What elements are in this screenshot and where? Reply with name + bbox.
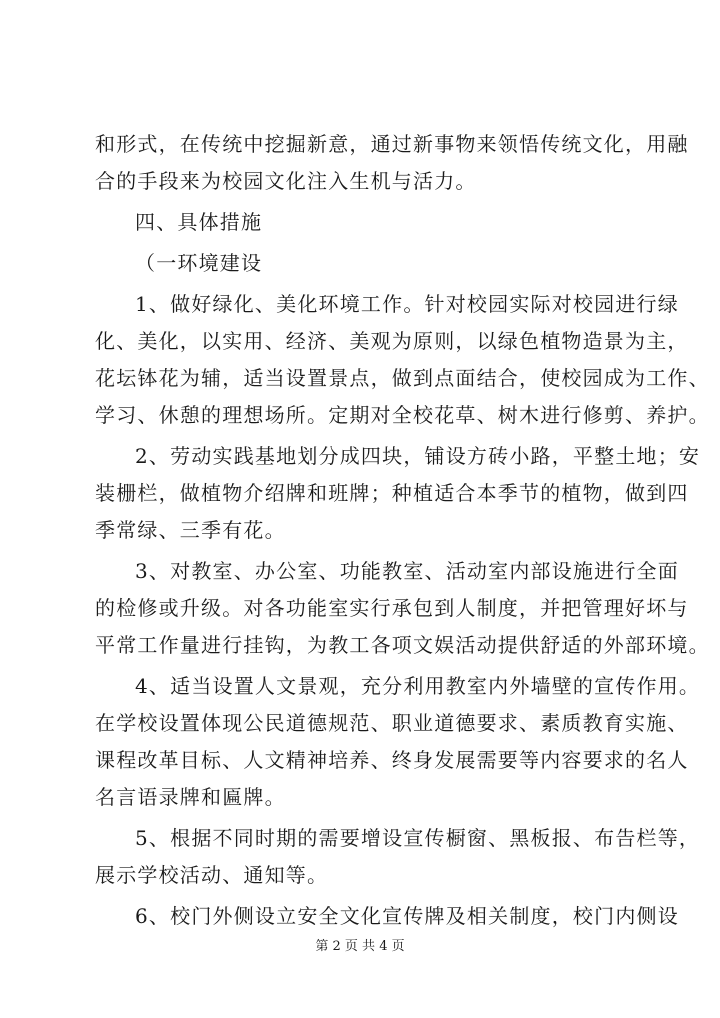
text-line: 的检修或升级。对各功能室实行承包到人制度，并把管理好坏与 [95, 596, 689, 620]
text-line: 季常绿、三季有花。 [95, 518, 286, 542]
paragraph-line: 5、根据不同时期的需要增设宣传橱窗、黑板报、布告栏等， [135, 826, 701, 850]
section-heading: 四、具体措施 [135, 210, 263, 234]
paragraph-line: 4、适当设置人文景观，充分利用教室内外墙壁的宣传作用。 [135, 674, 701, 698]
paragraph-line: 6、校门外侧设立安全文化宣传牌及相关制度，校门内侧设 [135, 904, 679, 928]
text-line: 合的手段来为校园文化注入生机与活力。 [95, 169, 477, 193]
text-line: 在学校设置体现公民道德规范、职业道德要求、素质教育实施、 [95, 711, 689, 735]
subsection-heading: （一环境建设 [135, 251, 263, 275]
text-line: 化、美化，以实用、经济、美观为原则，以绿色植物造景为主， [95, 329, 689, 353]
paragraph-line: 2、劳动实践基地划分成四块，铺设方砖小路，平整土地；安 [135, 444, 701, 468]
body-text [95, 126, 710, 935]
paragraph-line: 3、对教室、办公室、功能教室、活动室内部设施进行全面 [135, 559, 679, 583]
paragraph-line: 1、做好绿化、美化环境工作。针对校园实际对校园进行绿 [135, 292, 679, 316]
text-line: 花坛钵花为辅，适当设置景点，做到点面结合，使校园成为工作、 [95, 366, 710, 390]
text-line: 展示学校活动、通知等。 [95, 863, 329, 887]
text-line: 装栅栏，做植物介绍牌和班牌；种植适合本季节的植物，做到四 [95, 481, 689, 505]
text-line: 学习、休憩的理想场所。定期对全校花草、树木进行修剪、养护。 [95, 403, 710, 427]
text-line: 和形式，在传统中挖掘新意，通过新事物来领悟传统文化，用融 [95, 132, 689, 156]
text-line: 名言语录牌和匾牌。 [95, 785, 286, 809]
text-line: 平常工作量进行挂钩，为教工各项文娱活动提供舒适的外部环境。 [95, 633, 710, 657]
text-line: 课程改革目标、人文精神培养、终身发展需要等内容要求的名人 [95, 748, 689, 772]
page-footer: 第 2 页 共 4 页 [315, 939, 405, 954]
